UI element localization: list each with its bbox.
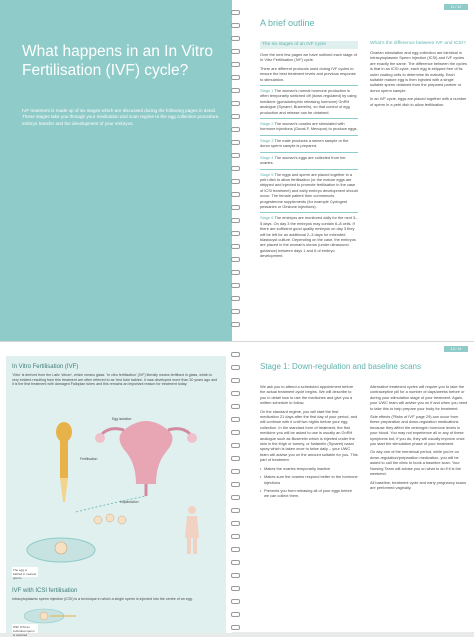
stage-label: Stage 4 [260,154,274,160]
binding-ring [231,218,240,223]
paragraph: We ask you to attend a scheduled appointment before the actual treatment cycle begins. We will describe to you in detail how to use the medicines and give you a written schedule to follow. [260,384,354,406]
implantation-label: Implantation [120,500,139,504]
page-title: What happens in an In Vitro Fertilisation (IVF) cycle? [22,43,214,79]
binding-ring [231,283,240,288]
stage-text: The woman's normal hormone production is often temporarily switched off (down-regulated) by using medicine (gonadotrophin releasing hormone) GnRH analogue (Synarel, Buserelin), so that control of egg production and release can be obtained. [260,88,357,115]
stage-item [260,135,358,149]
stage-label: Stage 3 [260,137,274,143]
binding-ring [231,625,240,630]
spiral-binding [229,342,243,632]
bullet-item: • Prevents you from releasing all of your eggs before we can collect them. [260,488,358,499]
binding-ring [231,469,240,474]
page-number: 13 / 14 [444,346,468,352]
binding-ring [231,322,240,327]
stage-label: Stage 2 [260,121,274,127]
page-number: 11 / 12 [444,4,468,10]
stage-label: Stage 5 [260,171,274,177]
binding-ring [231,404,240,409]
binding-ring [231,10,240,15]
bullet-item: • Makes the ovaries temporarily inactive [260,466,358,471]
woman-icon [185,506,199,554]
ivf-heading: In Vitro Fertilisation (IVF) [12,364,79,370]
stage1-column-left [260,384,358,502]
binding-ring [231,114,240,119]
binding-ring [231,244,240,249]
stage-label: Stage 6 [260,215,274,221]
paragraph: All baseline, treatment cycle and early pregnancy scans are performed vaginally. [370,479,467,490]
binding-ring [231,296,240,301]
binding-ring [231,417,240,422]
binding-ring [231,192,240,197]
binding-ring [231,456,240,461]
binding-ring [231,508,240,513]
binding-ring [231,257,240,262]
binding-ring [231,573,240,578]
egg-isolation-label: Egg isolation [112,417,132,421]
binding-ring [231,36,240,41]
stage-text: The woman's ovaries are stimulated with hormone injections (Gonal-F, Menopur) to produce eggs. [260,121,358,132]
stage-item [260,85,358,115]
binding-ring [231,365,240,370]
pipette-icon [56,422,72,502]
binding-ring [231,534,240,539]
paragraph: On the standard regime, you will start the first medication 21 days after the first day of your period, and will continue with it until two nights before your egg collection. In the standard form of treatment, the first medicine you will be asked to use is usually an GnRH analogue such as Buserelin which is injected under the skin in the thigh or tummy, or Nafarelin (Synarel) nasal spray which is taken once to twice daily – your UWC team will advise you on the amount suitable for you. This part of treatment: [260,408,358,463]
binding-ring [231,231,240,236]
fertilisation-label: Fertilisation [80,457,98,461]
column-subheading: The six stages of an IVF cycle [260,41,358,49]
binding-ring [231,495,240,500]
binding-ring [231,153,240,158]
binding-ring [231,88,240,93]
stage-list [260,85,358,259]
binding-ring [231,140,240,145]
binding-ring [231,586,240,591]
binding-ring [231,482,240,487]
paragraph: Side effects ('Risks of IVF' page 29) can occur from these preparation and down-regulation medications because they affect the oestrogen hormone levels in your blood. You may not experience all or any of these symptoms but, if you do, they will usually improve once you start the stimulation phase of your treatment. [370,414,465,447]
binding-ring [231,378,240,383]
ivf-diagram-panel [0,342,232,637]
binding-ring [231,23,240,28]
stage-text: The eggs and sperm are placed together in a petri dish to allow fertilisation (or the mature eggs are stripped and injected to promote fertilisation in the case of ICSI treatment) and early embryo development should occur. The female patient then commences progesterone supplements (for example Cyclogest pessaries or Gestone injections). [260,171,358,209]
stages-column [260,41,358,262]
binding-ring [231,49,240,54]
stage-text: The male produces a semen sample or the donor sperm sample is prepared. [260,137,349,149]
binding-ring [231,309,240,314]
paragraph: There are different protocols used during IVF cycles to ensure the best treatment levels and previous response to stimulation. [260,65,356,82]
binding-ring [231,127,240,132]
embryo-icon [94,514,126,524]
icsi-description: Intracytoplasmic sperm injection (ICSI) is a technique in which a single sperm is injected into the centre of an egg. [12,597,193,601]
stage-text: The embryos are monitored daily for the next 3–5 days. On day 3 the embryos may contain 6–8 cells. If there are sufficient good quality embryos on day 3 they will be left for an additional 2–3 days for extended blastocyst culture. Depending on the case, the embryos are placed in the woman's uterus (under ultrasound guidance) between days 1 and 6 of embryo development. [260,215,358,259]
column-subheading: What's the difference between IVF and ICSI? [370,41,466,46]
intro-panel [0,0,232,341]
paragraph: Alternative treatment cycles will require you to take the contraceptive pill for a number of days/weeks before or during your stimulation stage of your treatment. Again, your UWC team will advise you on if and when you need to take this to help prepare your body for treatment. [370,384,468,411]
binding-ring [231,62,240,67]
binding-ring [231,599,240,604]
stage-item [260,152,358,166]
icsi-caption-box: With ICSI an individual sperm is selected [12,624,38,633]
icsi-heading: IVF with ICSI fertilisation [12,588,78,594]
binding-ring [231,612,240,617]
binding-ring [231,101,240,106]
binding-ring [231,270,240,275]
stage-text: The woman's eggs are collected from her ovaries. [260,154,346,166]
binding-ring [231,391,240,396]
binding-ring [231,352,240,357]
difference-column [370,41,468,110]
binding-ring [231,430,240,435]
binding-ring [231,166,240,171]
stage-item [260,169,358,210]
paragraph: In an IVF cycle, eggs are placed together with a number of sperm in a petri dish to allow fertilisation. [370,96,467,107]
binding-ring [231,443,240,448]
icsi-illustration [20,606,80,624]
binding-ring [231,179,240,184]
uterus-icon [95,421,197,496]
stage-label: Stage 1 [260,88,274,94]
section-heading: A brief outline [260,18,315,28]
binding-ring [231,75,240,80]
bottom-spread [0,341,474,637]
binding-ring [231,521,240,526]
paragraph: Over the next few pages we have outlined each stage of In Vitro Fertilisation (IVF) cycle. [260,52,357,63]
stage-item [260,118,358,132]
binding-ring [231,547,240,552]
ivf-description: 'Vitro' is derived from the Latic 'vitrum', which means glass. 'In vitro fertilisation' (IVF) literally means fertilised in glass, which is very evident resulting from this treatment are often referred to as 'test tube babies'. It was developed more than 30 years ago and it is the first treatment with damaged Fallopian tubes and this remains an important reason for treatment today. [12,373,218,387]
section-heading: Stage 1: Down-regulation and baseline scans [260,362,421,371]
binding-ring [231,560,240,565]
stage1-column-right [370,384,468,493]
spiral-binding [229,0,243,341]
stage-item [260,212,358,258]
paragraph: Ovarian stimulation and egg collection are identical in Intracytoplasmic Sperm Injection (ICSI) and IVF cycles are exactly the same. The difference between the cycles is that in an ICSI cycle, each egg is stripped free of its outer coating cells to determine its maturity. Each suitable mature egg is then injected with a single suitable sperm obtained from the prepared partner or donor sperm sample. [370,50,467,93]
paragraph: On day one of the menstrual period, while you're on down-regulation/preparation medication, you will be asked to call the clinic to book a baseline scan. Your Nursing Team will advise you on what to do if it is the weekend. [370,449,461,477]
bullet-item: • Makes sure the ovaries respond better to the hormone injections [260,474,358,485]
intro-text: IVF treatment is made up of six stages which are discussed during the following pages in detail. These stages take you through your medication and scan regime to the egg collection procedure, embryo transfer and the development of your embryos. [22,108,220,126]
binding-ring [231,205,240,210]
petri-dish-icon [27,538,95,562]
egg-caption-box: The egg is bathed in nearest sperm [13,568,37,580]
